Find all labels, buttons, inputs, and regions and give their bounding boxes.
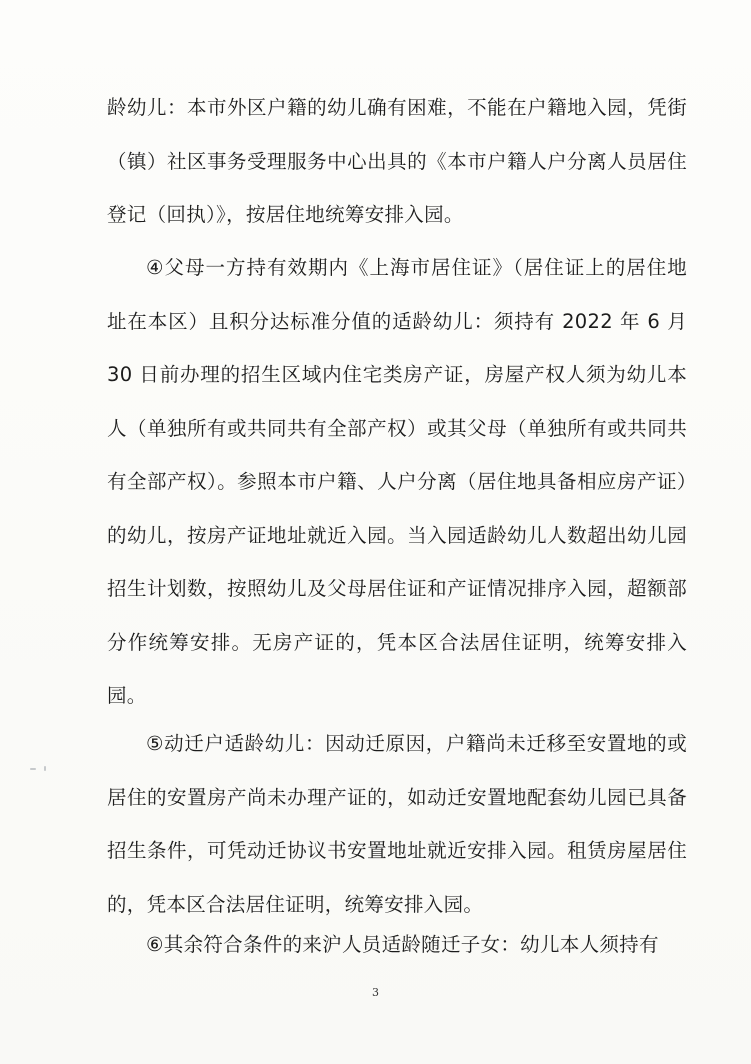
paragraph-continuation: 龄幼儿：本市外区户籍的幼儿确有困难，不能在户籍地入园，凭街（镇）社区事务受理服务中心出具的《本市户籍人户分离人员居住登记（回执）》，按居住地统筹安排入园。: [107, 96, 687, 226]
scan-speck: [44, 766, 46, 771]
paragraph-item-4: ④父母一方持有效期内《上海市居住证》（居住证上的居住地址在本区）且积分达标准分值的适龄幼儿：须持有 2022 年 6 月 30 日前办理的招生区域内住宅类房产证，房屋产权人须为幼儿本人（单独所有或共同共有全部产权）或其父母（单独所有或共同共有全部产权）。参照本市户籍、人户分离（居住地具备相应房产证）的幼儿，按房产证地址就近入园。当入园适龄幼儿人数超出幼儿园招生计划数，按照幼儿及父母居住证和产证情况排序入园，超额部分作统筹安排。无房产证的，凭本区合法居住证明，统筹安排入园。: [107, 256, 687, 707]
paragraph-item-6: ⑥其余符合条件的来沪人员适龄随迁子女：幼儿本人须持有: [146, 933, 659, 956]
paragraph-item-5: ⑤动迁户适龄幼儿：因动迁原因，户籍尚未迁移至安置地的或居住的安置房产尚未办理产证的，如动迁安置地配套幼儿园已具备招生条件，可凭动迁协议书安置地址就近安排入园。租赁房屋居住的，凭本区合法居住证明，统筹安排入园。: [107, 732, 687, 916]
scan-speck: [30, 768, 36, 770]
page-number: 3: [372, 986, 379, 999]
